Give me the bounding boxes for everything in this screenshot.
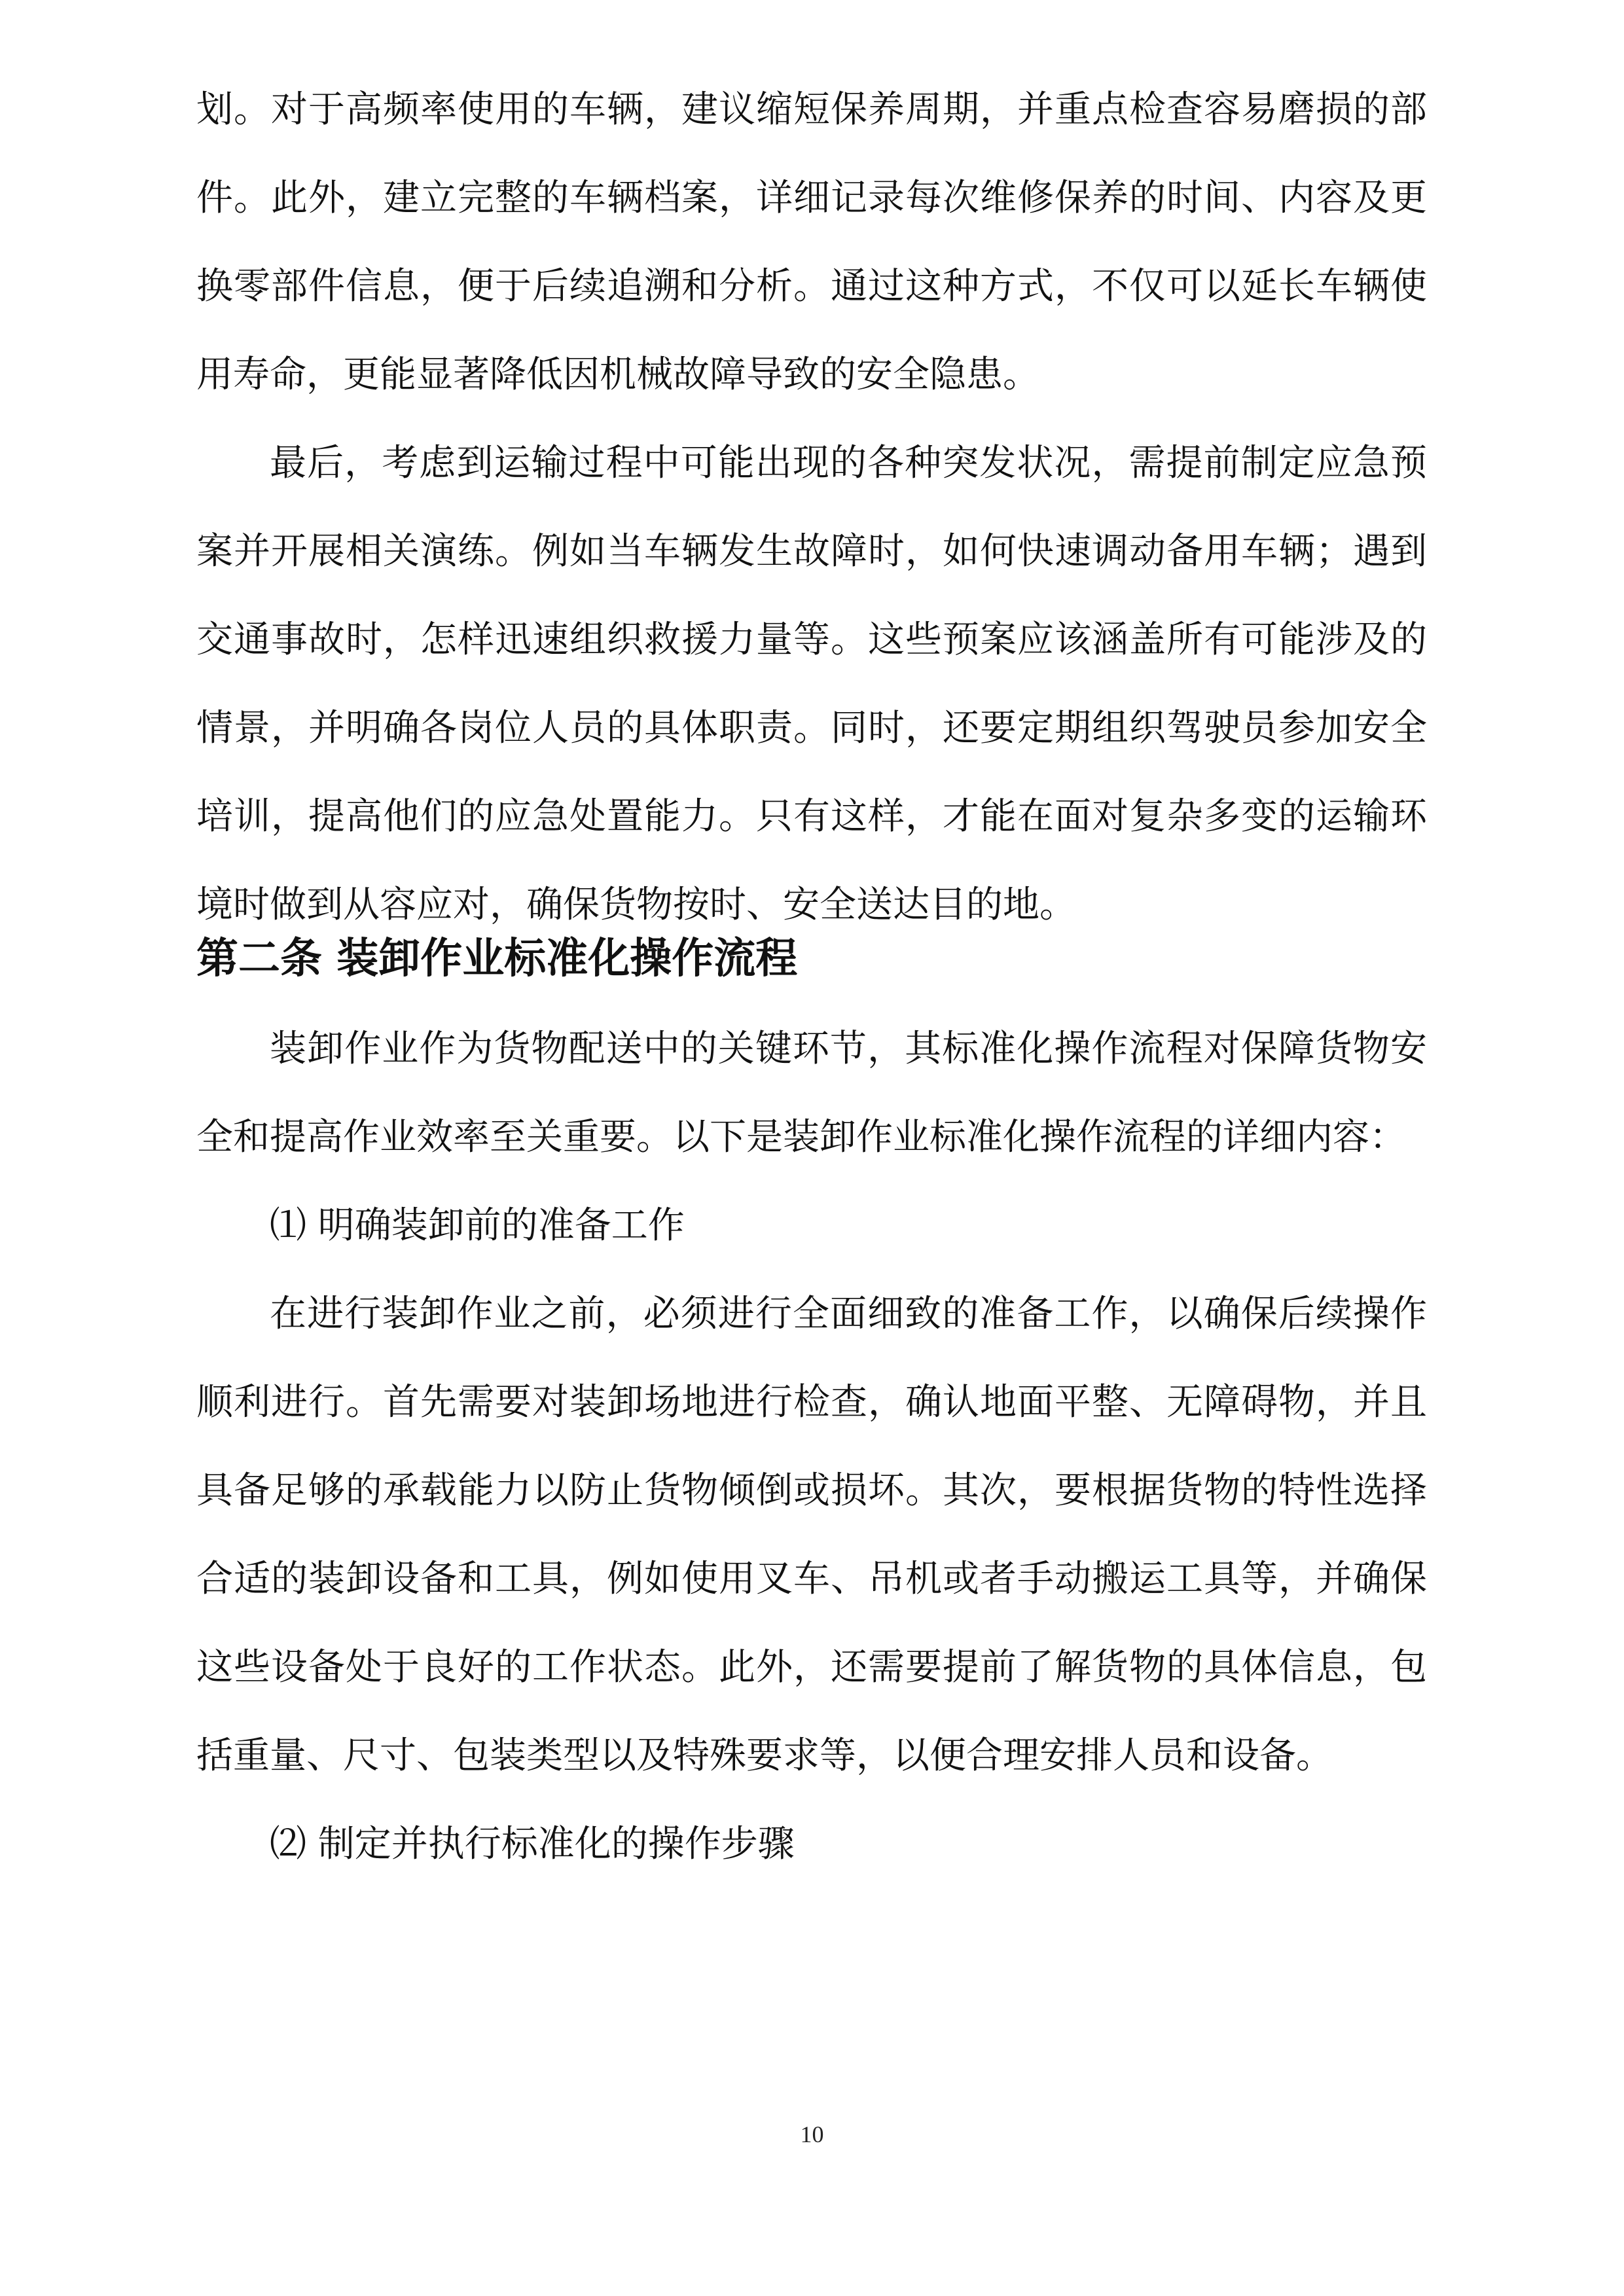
subsection-2-title: ⑵ 制定并执行标准化的操作步骤 [270,1823,795,1865]
paragraph-intro: 装卸作业作为货物配送中的关键环节，其标准化操作流程对保障货物安全和提高作业效率至关重要。以下是装卸作业标准化操作流程的详细内容： [196,1028,1427,1158]
body-text-top [196,65,1427,949]
section-block [196,913,1427,1888]
subsection-1-title: ⑴ 明确装卸前的准备工作 [270,1204,685,1247]
paragraph-preparation: 在进行装卸作业之前，必须进行全面细致的准备工作，以确保后续操作顺利进行。首先需要对装卸场地进行检查，确认地面平整、无障碍物，并且具备足够的承载能力以防止货物倾倒或损坏。其次，要根据货物的特性选择合适的装卸设备和工具，例如使用叉车、吊机或者手动搬运工具等，并确保这些设备处于良好的工作状态。此外，还需要提前了解货物的具体信息，包括重量、尺寸、包装类型以及特殊要求等，以便合理安排人员和设备。 [196,1293,1427,1777]
paragraph-emergency-plan: 最后，考虑到运输过程中可能出现的各种突发状况，需提前制定应急预案并开展相关演练。例如当车辆发生故障时，如何快速调动备用车辆；遇到交通事故时，怎样迅速组织救援力量等。这些预案应该涵盖所有可能涉及的情景，并明确各岗位人员的具体职责。同时，还要定期组织驾驶员参加安全培训，提高他们的应急处置能力。只有这样，才能在面对复杂多变的运输环境时做到从容应对，确保货物按时、安全送达目的地。 [196,442,1427,926]
section-heading: 第二条 装卸作业标准化操作流程 [196,935,798,983]
page-number: 10 [800,2121,824,2147]
paragraph-continued-maintenance: 划。对于高频率使用的车辆，建议缩短保养周期，并重点检查容易磨损的部件。此外，建立完整的车辆档案，详细记录每次维修保养的时间、内容及更换零部件信息，便于后续追溯和分析。通过这种方式，不仅可以延长车辆使用寿命，更能显著降低因机械故障导致的安全隐患。 [196,88,1427,396]
